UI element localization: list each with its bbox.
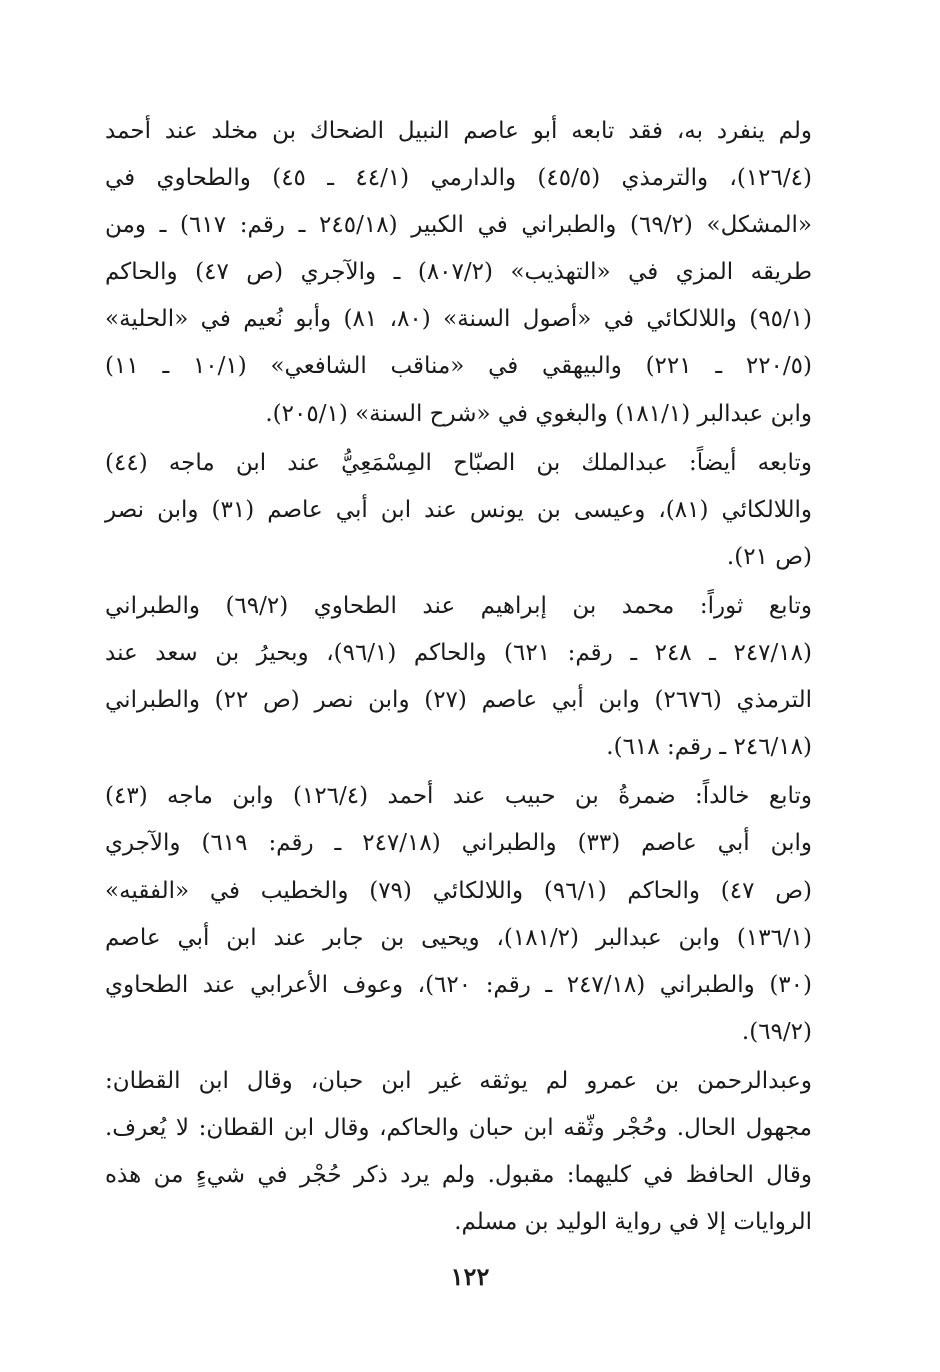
text-line: وتابع ثوراً: محمد بن إبراهيم عند الطحاوي (٦٩/٢) والطبراني: [105, 592, 813, 619]
paragraph: [105, 440, 812, 581]
paragraph: [105, 583, 812, 771]
page-number: ١٢٢: [450, 1262, 490, 1291]
text-line: وعبدالرحمن بن عمرو لم يوثقه غير ابن حبان، وقال ابن القطان:: [105, 1067, 812, 1094]
text-line: الروايات إلا في رواية الوليد بن مسلم.: [454, 1209, 812, 1236]
text-line: «المشكل» (٦٩/٢) والطبراني في الكبير (٢٤٥/١٨ ـ رقم: ٦١٧) ـ ومن: [105, 212, 812, 239]
paragraph: [105, 1058, 812, 1246]
text-line: (٢٢٠/٥ ـ ٢٢١) والبيهقي في «مناقب الشافعي» (١٠/١ ـ ١١): [105, 353, 812, 380]
text-line: (٩٥/١) واللالكائي في «أصول السنة» (٨٠، ٨١) وأبو نُعيم في «الحلية»: [105, 306, 813, 333]
text-line: (١٢٦/٤)، والترمذي (٤٥/٥) والدارمي (٤٤/١ ـ ٤٥) والطحاوي في: [105, 165, 812, 192]
text-line: (ص ٤٧) والحاكم (٩٦/١) واللالكائي (٧٩) والخطيب في «الفقيه»: [105, 877, 812, 904]
text-line: (ص ٢١).: [726, 543, 812, 570]
text-line: وابن عبدالبر (١٨١/١) والبغوي في «شرح السنة» (٢٠٥/١).: [265, 400, 812, 427]
text-line: ولم ينفرد به، فقد تابعه أبو عاصم النبيل الضحاك بن مخلد عند أحمد: [105, 118, 812, 144]
text-line: وتابع خالداً: ضمرةُ بن حبيب عند أحمد (١٢٦/٤) وابن ماجه (٤٣): [105, 783, 812, 810]
paragraph: [105, 773, 812, 1056]
paragraph: [105, 108, 812, 438]
text-line: (٦٩/٢).: [741, 1018, 812, 1045]
text-line: طريقه المزي في «التهذيب» (٨٠٧/٢) ـ والآجري (ص ٤٧) والحاكم: [105, 259, 812, 286]
page-body: [105, 108, 812, 1248]
text-line: (٣٠) والطبراني (٢٤٧/١٨ ـ رقم: ٦٢٠)، وعوف الأعرابي عند الطحاوي: [105, 971, 812, 998]
text-line: واللالكائي (٨١)، وعيسى بن يونس عند ابن أبي عاصم (٣١) وابن نصر: [105, 496, 812, 523]
text-line: (٢٤٧/١٨ ـ ٢٤٨ ـ رقم: ٦٢١) والحاكم (٩٦/١)، وبحيرُ بن سعد عند: [105, 640, 812, 667]
text-line: الترمذي (٢٦٧٦) وابن أبي عاصم (٢٧) وابن نصر (ص ٢٢) والطبراني: [105, 687, 812, 714]
text-line: مجهول الحال. وحُجْر وثّقه ابن حبان والحاكم، وقال ابن القطان: لا يُعرف.: [105, 1114, 812, 1141]
text-line: (١٣٦/١) وابن عبدالبر (١٨١/٢)، ويحيى بن جابر عند ابن أبي عاصم: [105, 924, 812, 951]
text-line: وتابعه أيضاً: عبدالملك بن الصبّاح المِسْمَعِيُّ عند ابن ماجه (٤٤): [105, 449, 812, 476]
text-line: (٢٤٦/١٨ ـ رقم: ٦١٨).: [606, 734, 812, 761]
text-line: وقال الحافظ في كليهما: مقبول. ولم يرد ذكر حُجْر في شيءٍ من هذه: [105, 1162, 812, 1189]
text-line: وابن أبي عاصم (٣٣) والطبراني (٢٤٧/١٨ ـ رقم: ٦١٩) والآجري: [105, 830, 812, 857]
